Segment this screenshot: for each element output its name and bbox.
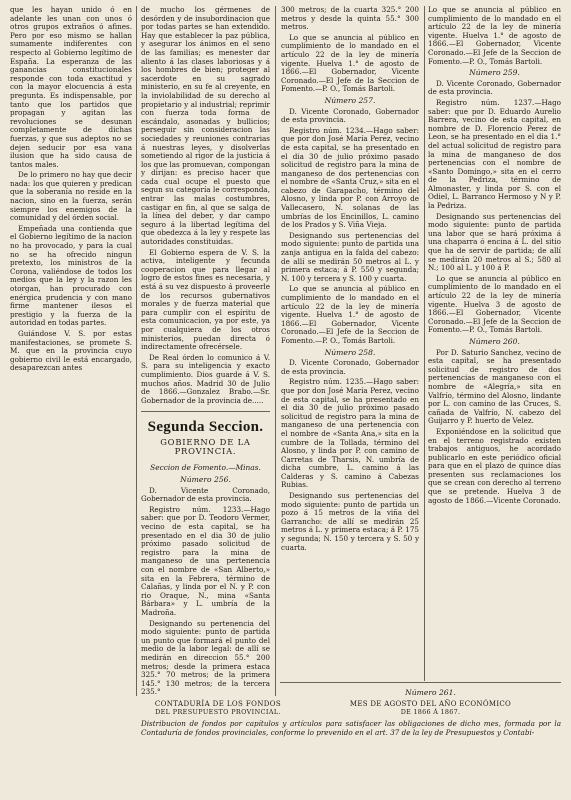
anos-title: DE 1866 Á 1867. [400, 708, 461, 716]
paragraph: Lo que se anuncia al público en cumplimiento de lo mandado en el artículo 22 de la ley de minería vigente. Huelva 1.° de agosto de 1866.—El Gobernador, Vicente Coronado.—El Jefe de la Seccion de Fomento.—P. O., Tomás Bartoli. [281, 284, 419, 345]
paragraph: que les hayan unido ó en adelante les unan con unos ó otros grupos extraños ó afines. Pero por eso mismo se hallan sumamente indiferentes con respecto al Gobierno legítimo de España. La esperanza de las ganancias constitucionales responde con toda exactitud y con la mayor elocuencia á esta pregunta. Es indispensable, por tanto que los partidos que propagan y agitan las revoluciones se desunan completamente de dichas fuerzas, y que sus adeptos no se dejen seducir por esa vana ilusion que ha sido causa de tantos males. [10, 5, 132, 169]
paragraph: Guiándose V. S. por estas manifestaciones, se promete S. M. que en la provincia cuyo gobierno civil le está encargado, desaparezcan antes [10, 328, 132, 373]
section-subtitle: GOBIERNO DE LA PROVINCIA. [160, 437, 251, 456]
paragraph: Designando sus pertenencias del modo siguiente: punto de partida un pozo á 15 metros de la viña del Garrancho: de allí se medirán 25 metros á L. y primera estaca; á P. 175 y segunda; N. 150 y tercera y S. 50 y cuarta. [281, 491, 419, 552]
paragraph: El Gobierno espera de V. S. la activa, inteligente y fecunda cooperacion que para llegar al logro de estos fines es necesaria, y está á su vez dispuesto á proveerle de los recursos gubernativos morales y de fuerza material que para cumplir con el espíritu de esta comunicacion, ya por este, ya por cualquiera de los otros ministerios, puedan directa ó indirectamente ofrecérsele. [141, 247, 270, 352]
notice-number: Número 258. [324, 347, 376, 357]
paragraph: Registro núm. 1233.—Hago saber: que por D. Teodoro Vermer, vecino de esta capital, se ha presentado en el dia 30 de julio próximo pasado solicitud de registro para la mina de manganeso de una pertenencia con el nombre de «San Alberto,» sita en la Febrera, término de Calañas, y linda por el N. y P. con rio Oraque, N., mina «Santa Bárbara» y L. umbría de la Madroña. [141, 504, 270, 617]
section-subheading: Seccion de Fomento.—Minas. [150, 462, 261, 472]
paragraph: Lo que se anuncia al público en cumplimiento de lo mandado en el artículo 22 de la ley de minería vigente. Huelva 1.° de agosto de 1866.—El Gobernador, Vicente Coronado.—El Jefe de la Seccion de Fomento.—P. O., Tomás Bartoli. [428, 5, 561, 66]
section-title: Segunda Seccion. [147, 419, 264, 436]
section-rule [141, 411, 270, 412]
paragraph: D. Vicente Coronado, Gobernador de esta provincia. [281, 106, 419, 125]
paragraph: Empeñada una contienda que el Gobierno legítimo de la nacion no ha provocado, y para la cual no se ha ofrecido ningun pretexto, los ministros de la Corona, valiéndose de todos los medios que la ley y la razon les otorgan, han procurado con enérgica prudencia y con mano firme mantener ilesos el prestigio y la fuerza de la autoridad en todas partes. [10, 223, 132, 328]
notice-number: Número 261. [405, 688, 456, 697]
paragraph: De lo primero no hay que decir nada: los que quieren y predican que la soberanía no reside en la nacion, sino en la fuerza, serán siempre los enemigos de la comunidad y del órden social. [10, 170, 132, 223]
column-rule [275, 6, 276, 696]
paragraph: Lo que se anuncia al público en cumplimiento de lo mandado en el artículo 22 de la ley de minería vigente. Huelva 1.° de agosto de 1866.—El Gobernador, Vicente Coronado.—El Jefe de la Seccion de Fomento.—P. O., Tomás Bartoli. [281, 32, 419, 94]
bottom-rule [280, 682, 561, 683]
column-4 [428, 6, 561, 507]
paragraph: De Real órden lo comunico á V. S. para su inteligencia y exacto cumplimiento. Dios guarde á V. S. muchos años. Madrid 30 de Julio de 1866.—Gonzalez Brabo.—Sr. Gobernador de la provincia de..... [141, 352, 270, 405]
column-rule [424, 6, 425, 681]
paragraph: Designando sus pertenencias del modo siguiente: punto de partida una zanja antigua en la falda del cabezo: de allí se medirán 50 metros al L. y primera estaca; á P. 550 y segunda; N. 100 y tercera y S. 100 y cuarta. [281, 230, 419, 283]
contaduria-title: CONTADURÍA DE LOS FONDOS [154, 700, 282, 708]
column-rule [136, 6, 137, 696]
mes-title: MES DE AGOSTO DEL AÑO ECONÓMICO [349, 700, 512, 708]
notice-number: Número 257. [324, 95, 376, 105]
paragraph: de mucho los gérmenes de desórden y de insubordinacion que por todas partes se han extendido. Hay que establecer la paz pública, y asegurar los ánimos en el seno de las familias; es menester dar aliento á las clases laboriosas y á los hombres de bien; proteger al sacerdote en su sagrado ministerio, en su fe al creyente, en la inviolabilidad de su derecho al propietario y al industrial; reprimir con fuerza toda forma de escándalo, asonadas y bullicios; perseguir sin consideracion las sociedades y reuniones contrarias á nuestras leyes, y disolverlas sometiendo al rigor de la justicia á los que las promuevan, compongan y dirijan: es preciso hacer que cada cual ocupe el puesto que segun su categoría le corresponda, entrar las malas costumbres, castigar en fin, al que se salga de la línea del deber, y dar campo seguro á la libertad legítima del que obedezca á la ley y respete las autoridades constituidas. [141, 5, 270, 247]
presupuesto-title: DEL PRESUPUESTO PROVINCIAL. [155, 708, 281, 716]
mes-heading [300, 700, 561, 716]
paragraph: D. Vicente Coronado, Gobernador de esta provincia. [428, 78, 561, 97]
paragraph: Por D. Saturio Sanchez, vecino de esta capital, se ha presentado solicitud de registro de dos pertenencias de manganeso con el nombre de «Alegría,» sita en Valfrío, término del Alosno, lindante por L. con camino de las Cruces, S. cañada de Valfrío, N. cabezo del Guijarro y P. huerto de Velez. [428, 347, 561, 426]
paragraph: Designando sus pertenencias del modo siguiente: punto de partida una labor que se hará próxima á una chaparra ó encina á L. del sitio que ha de servir de partida; de allí se medirán 20 metros al S.; 580 al N.; 100 al L. y 100 á P. [428, 211, 561, 273]
column-3 [281, 6, 419, 554]
notice-number: Número 256. [180, 475, 231, 485]
paragraph: Registro núm. 1237.—Hago saber: que por D. Eduardo Aurelio Barrera, vecino de esta capital, en nombre de D. Florencio Perez de Leon, se ha presentado en el dia 1.° del actual solicitud de registro para la mina de manganeso de dos pertenencias con el nombre de «Santo Domingo,» sita en el cerro de la Pedriza, término de Almonaster, y linda por S. con el Odiel, L. Barranco Hermoso y N y P. la Pedriza. [428, 97, 561, 211]
column-2 [141, 6, 270, 699]
paragraph: Exponiéndose en la solicitud que en el terreno registrado existen trabajos antiguos, he acordado publicarlo en este periódico oficial para que en el plazo de quince días presenten sus reclamaciones los que se crean con derecho al terreno que se pretende. Huelva 3 de agosto de 1866.—Vicente Coronado. [428, 426, 561, 505]
paragraph: D. Vicente Coronado, Gobernador de esta provincia. [281, 358, 419, 376]
paragraph: 300 metros; de la cuarta 325.° 200 metros y desde la quinta 55.° 300 metros. [281, 5, 419, 32]
paragraph: Registro núm. 1234.—Hago saber: que por don José María Perez, vecino de esta capital, se ha presentado en el dia 30 de julio próximo pasado solicitud de registro para la mina de manganeso de dos pertenencias con el nombre de «Santa Cruz,» sita en el cabezo de Garapacho, término del Alosno, y linda por P. con Arroyo de Vallecasero, N. solanas de las umbrías de los Encinillos, L. camino de los Prados y S. Viña Vieja. [281, 125, 419, 230]
contaduria-heading [141, 700, 295, 716]
column-1 [10, 6, 132, 375]
paragraph: Designando su pertenencia del modo siguiente: punto de partida un punto que formará el punto del medio de la labor legal: de allí se medirán en direccion 55.° 200 metros; desde la primera estaca 325.° 70 metros; de la primera 145.° 130 metros; de la tercera 235.° [141, 618, 270, 697]
paragraph: Lo que se anuncia al público en cumplimiento de lo mandado en el artículo 22 de la ley de minería vigente. Huelva 3 de agosto de 1866.—El Gobernador, Vicente Coronado.—El Jefe de la Seccion de Fomento.—P. O., Tomás Bartoli. [428, 273, 561, 335]
notice-number: Número 259. [469, 68, 520, 78]
paragraph: D. Vicente Coronado, Gobernador de esta provincia. [141, 485, 270, 504]
distribucion-text: Distribucion de fondos por capítulos y artículos para satisfacer las obligaciones de dicho mes, formada por la Contaduría de fondos provinciales, conforme lo prevenido en el art. 37 de la ley de Presupuestos y Contabi- [141, 719, 561, 737]
notice-number: Número 260. [469, 336, 520, 346]
paragraph: Registro núm. 1235.—Hago saber: que por don José María Perez, vecino de esta capital, se ha presentado en el dia 30 de julio próximo pasado solicitud de registro para la mina de manganeso de una pertenencia con el nombre de «Santa Ana,» sita en la cumbre de la Tollada, término del Alosno, y linda por P. con camino de Carretas de Tharsis, N. umbría de dicha cumbre, L. camino á las Calderas y S. camino á Cabezas Rubias. [281, 377, 419, 490]
